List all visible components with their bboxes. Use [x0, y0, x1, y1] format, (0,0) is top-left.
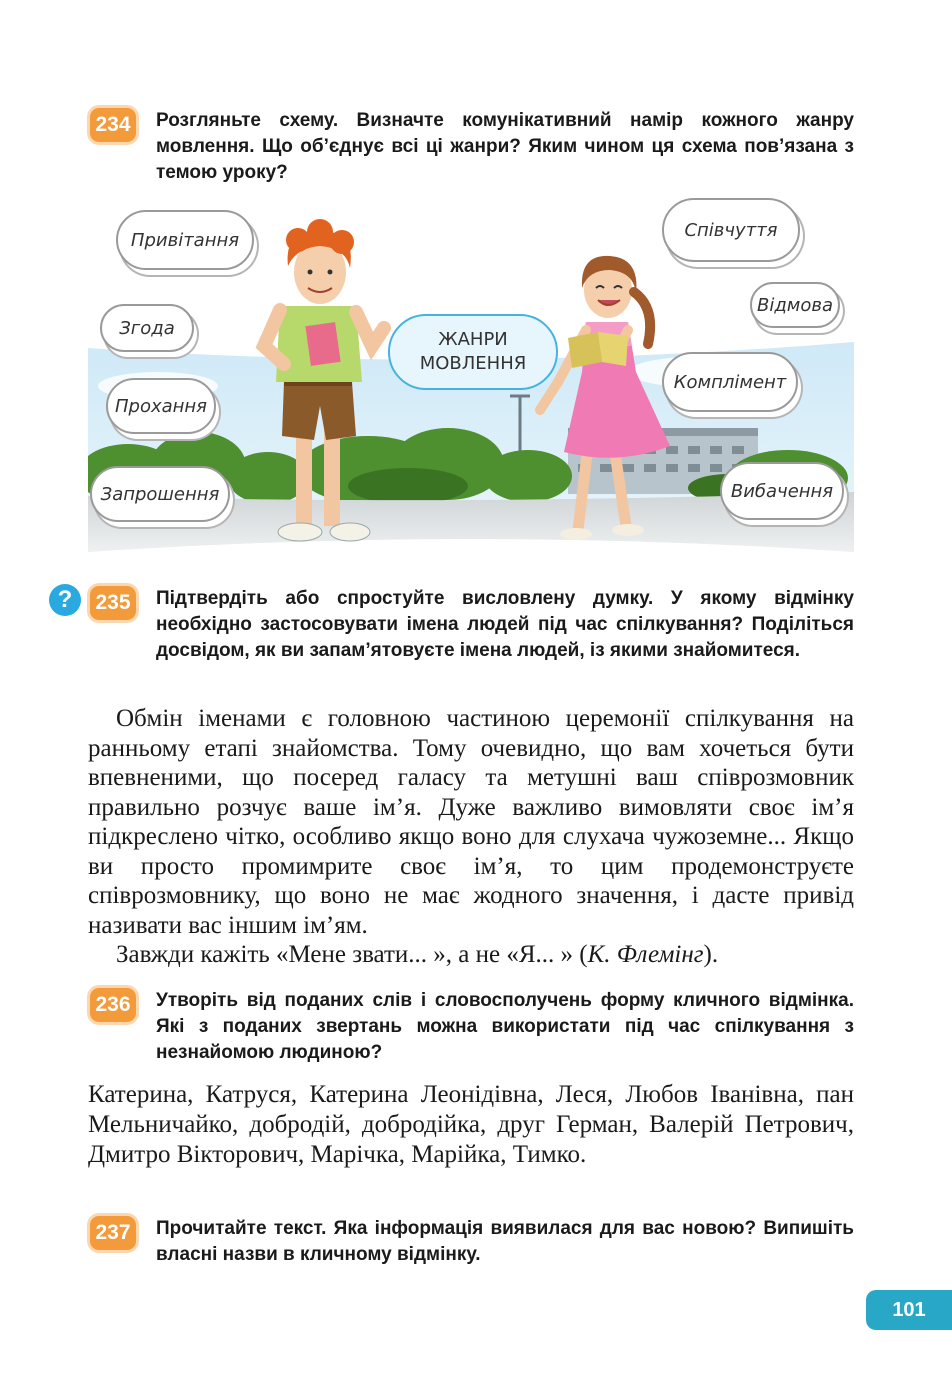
cloud-spivchuttia: Співчуття [662, 198, 800, 262]
task-number-badge: 234 [90, 108, 136, 142]
reading-passage [88, 704, 854, 970]
task-number-badge: 236 [90, 988, 136, 1022]
task-234 [90, 108, 854, 186]
task-instruction: Підтвердіть або спростуйте висловлену думку. У якому відмінку необхідно застосовувати імена людей під час спілкування? Поділіться досвідом, як ви запам’ятовуєте імена людей, із якими знайомитеся. [156, 588, 854, 661]
cloud-zghoda: Згода [100, 304, 194, 352]
task-235 [90, 586, 854, 664]
passage-quote-paragraph [88, 940, 854, 970]
center-cloud-speech-genres: ЖАНРИ МОВЛЕННЯ [388, 314, 558, 390]
names-list [88, 1080, 854, 1170]
page-number: 101 [866, 1290, 952, 1330]
task-237 [90, 1216, 854, 1268]
passage-paragraph: Обмін іменами є головною частиною церемонії спілкування на ранньому етапі знайомства. Тому очевидно, що вам хочеться бути впевненими, що посеред галасу та метушні ваш співрозмовник правильно розчує ваше ім’я. Дуже важливо вимовляти своє ім’я підкреслено чітко, особливо якщо воно для слухача чужоземне... Якщо ви просто промимрите своє ім’я, то цим продемонструєте співрозмовнику, що воно не має жодного значення, і дасте привід називати вас іншим ім’ям. [88, 705, 854, 939]
quote-text: Завжди кажіть «Мене звати... », а не «Я... » ( [116, 941, 588, 968]
task-236 [90, 988, 854, 1066]
cloud-zaproshennia: Запрошення [90, 466, 230, 522]
cloud-vybachennia: Вибачення [720, 462, 844, 520]
task-number-badge: 237 [90, 1216, 136, 1250]
cloud-kompliment: Комплімент [662, 352, 798, 412]
quote-author: К. Флемінг [587, 941, 704, 968]
cloud-pryvitannia: Привітання [116, 210, 254, 270]
task-instruction: Розгляньте схему. Визначте комунікативний намір кожного жанру мовлення. Що об’єднує всі ці жанри? Яким чином ця схема пов’язана з темою уроку? [156, 110, 854, 183]
task-instruction: Прочитайте текст. Яка інформація виявилася для вас новою? Випишіть власні назви в кличному відмінку. [156, 1218, 854, 1265]
speech-genres-scheme [88, 196, 854, 558]
task-number-badge: 235 [90, 586, 136, 620]
task-instruction: Утворіть від поданих слів і словосполучень форму кличного відмінка. Які з поданих звертань можна використати під час спілкування з незнайомою людиною? [156, 990, 854, 1063]
cloud-vidmova: Відмова [750, 282, 840, 328]
question-mark-icon: ? [49, 584, 81, 616]
names-list-text: Катерина, Катруся, Катерина Леонідівна, Леся, Любов Іванівна, пан Мельничайко, добродій, добродійка, друг Герман, Валерій Петрович, Дмитро Вікторович, Марічка, Марійка, Тимко. [88, 1081, 854, 1168]
quote-end: ). [703, 941, 719, 968]
cloud-prokhannia: Прохання [106, 378, 216, 434]
